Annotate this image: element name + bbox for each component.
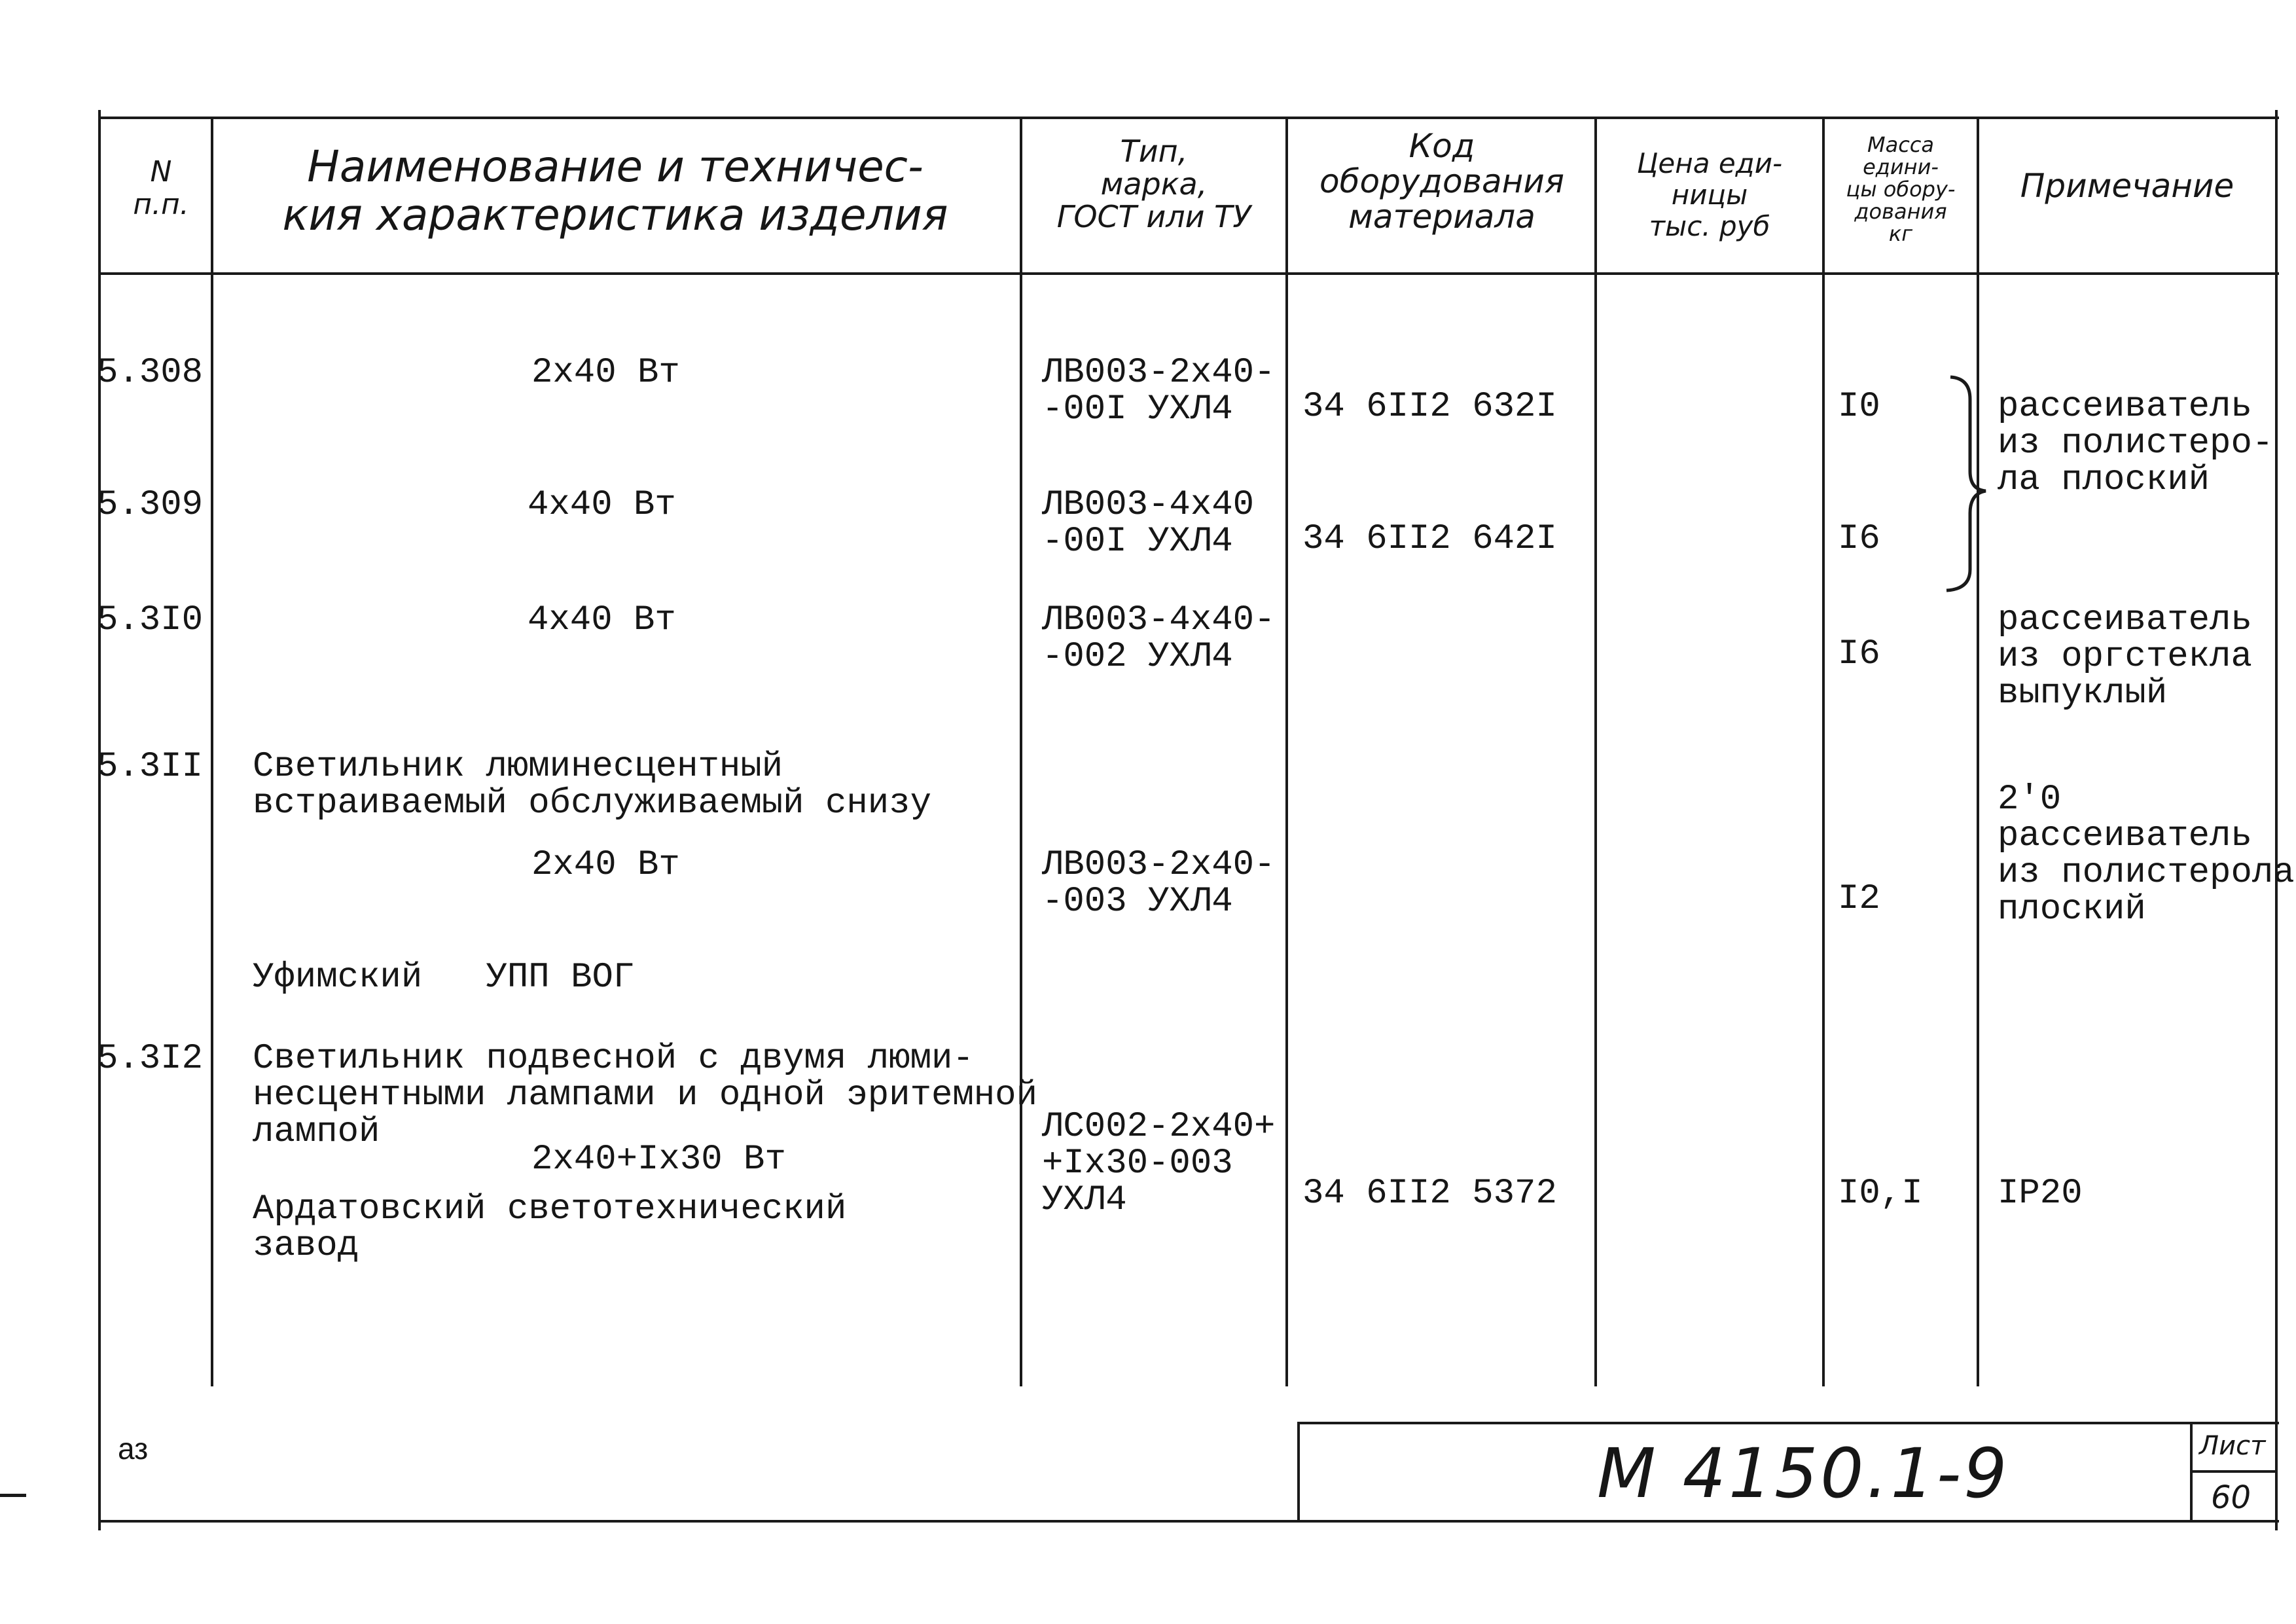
row-code: 34 6II2 642I [1302, 519, 1557, 559]
grouping-bracket [1937, 373, 1990, 596]
header-bottom-border [98, 272, 2279, 275]
row-number: 5.3II [97, 747, 204, 787]
row-type: ЛС002-2х40+ +Iх30-003 УХЛ4 [1042, 1107, 1276, 1220]
row-note: IР20 [1998, 1174, 2083, 1214]
column-divider-2 [1020, 117, 1022, 1386]
header-name: Наименование и техничес- кия характеристика изделия [282, 141, 948, 240]
row-code: 34 6II2 5372 [1302, 1174, 1557, 1214]
sheet-label: Лист [2199, 1431, 2266, 1461]
row-note: рассеиватель из оргстекла выпуклый [1998, 600, 2252, 713]
row-type: ЛВ003-4х40 -00I УХЛ4 [1042, 485, 1255, 562]
row-type: ЛВ003-2х40- -003 УХЛ4 [1042, 845, 1276, 922]
row-description: Светильник люминесцентный встраиваемый обслуживаемый снизу [253, 747, 931, 823]
row-mass: I6 [1838, 634, 1880, 674]
row-type: ЛВ003-4х40- -002 УХЛ4 [1042, 600, 1276, 677]
sheet-number: 60 [2211, 1479, 2251, 1516]
header-number: N п.п. [133, 155, 189, 221]
row-number: 5.309 [97, 485, 204, 525]
footer-mark: аз [118, 1432, 149, 1466]
header-price: Цена еди- ницы тыс. руб [1636, 147, 1783, 242]
row-name: 4х40 Вт [528, 485, 676, 525]
row-number: 5.3I2 [97, 1039, 204, 1079]
row-mass: I2 [1838, 879, 1880, 919]
column-divider-1 [211, 117, 213, 1386]
row-type: ЛВ003-2х40- -00I УХЛ4 [1042, 353, 1276, 429]
row-name: 2х40 Вт [531, 845, 680, 885]
row-manufacturer: Уфимский УПП ВОГ [253, 958, 635, 998]
row-description: Светильник подвесной с двумя люми- несцентными лампами и одной эритемной лампой [253, 1039, 1037, 1152]
row-name: 2х40 Вт [531, 353, 680, 393]
column-divider-5 [1822, 117, 1825, 1386]
title-block-left-border [1297, 1422, 1300, 1523]
scan-mark [0, 1494, 26, 1497]
header-type: Тип, марка, ГОСТ или ТУ [1056, 134, 1251, 234]
row-mass: I0 [1838, 387, 1880, 427]
row-code: 34 6II2 632I [1302, 387, 1557, 427]
row-name: 2х40+Iх30 Вт [531, 1140, 786, 1180]
header-note: Примечание [2020, 167, 2234, 205]
row-note: рассеиватель из полистеро- ла плоский [1998, 387, 2274, 500]
row-manufacturer: Ардатовский светотехнический завод [253, 1189, 847, 1266]
row-mass: I6 [1838, 519, 1880, 559]
row-name: 4х40 Вт [528, 600, 676, 640]
title-block-top-border [1297, 1422, 2279, 1424]
header-code: Код оборудования материала [1319, 127, 1564, 236]
header-mass: Масса едини- цы обору- дования кг [1846, 132, 1956, 246]
table-left-border [98, 110, 101, 1530]
sheet-cell-divider [2190, 1470, 2278, 1473]
row-number: 5.308 [97, 353, 204, 393]
document-code: М 4150.1-9 [1597, 1434, 2010, 1513]
table-top-border [98, 117, 2279, 119]
column-divider-4 [1594, 117, 1597, 1386]
sheet-bottom-border [98, 1520, 2279, 1523]
row-note: 2'0 рассеиватель из полистерола плоский [1998, 780, 2295, 929]
column-divider-6 [1977, 117, 1979, 1386]
row-number: 5.3I0 [97, 600, 204, 640]
column-divider-3 [1285, 117, 1288, 1386]
row-mass: I0,I [1838, 1174, 1923, 1214]
